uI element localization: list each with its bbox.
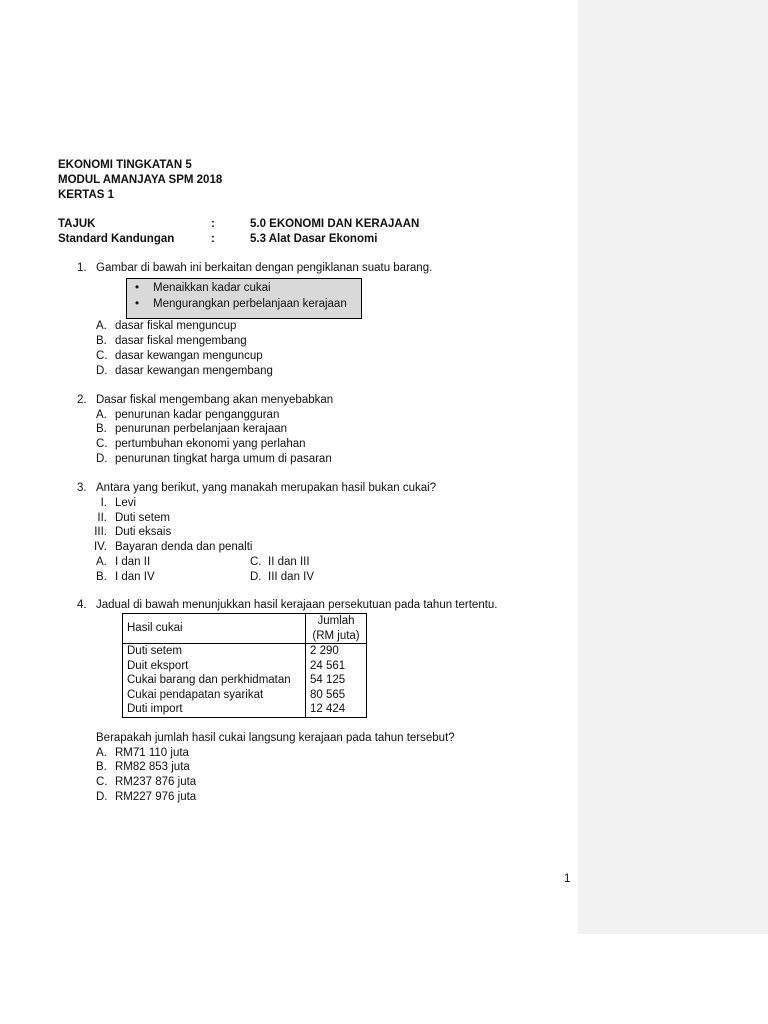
q4-option-b: RM82 853 juta (115, 761, 190, 773)
header-paper: KERTAS 1 (58, 189, 115, 201)
q2-option-d: penurunan tingkat harga umum di pasaran (115, 453, 332, 465)
q3-option-letter: D. (250, 571, 262, 583)
q3-option-b: I dan IV (115, 571, 155, 583)
q3-roman: II. (97, 512, 107, 524)
q1-number: 1. (77, 262, 87, 274)
q3-option-letter: B. (96, 571, 107, 583)
q3-option-letter: A. (96, 556, 107, 568)
topic-colon: : (211, 218, 215, 230)
q2-option-letter: C. (96, 438, 108, 450)
q3-statement: Bayaran denda dan penalti (115, 541, 253, 553)
q2-option-a: penurunan kadar pengangguran (115, 409, 280, 421)
page-number: 1 (564, 873, 571, 885)
topic-value: 5.0 EKONOMI DAN KERAJAAN (250, 218, 420, 230)
revenue-table (122, 613, 367, 718)
topic-label: TAJUK (58, 218, 96, 230)
bullet-icon: • (135, 282, 140, 294)
q2-option-letter: D. (96, 453, 108, 465)
q1-option-d: dasar kewangan mengembang (115, 365, 273, 377)
table-header-amount: Jumlah (RM juta) (306, 614, 367, 644)
q3-roman: IV. (93, 541, 107, 553)
standard-label: Standard Kandungan (58, 233, 175, 245)
table-header-tax: Hasil cukai (123, 614, 306, 644)
q4-followup: Berapakah jumlah hasil cukai langsung kerajaan pada tahun tersebut? (96, 732, 455, 744)
table-row: Cukai pendapatan syarikat 80 565 (123, 688, 367, 703)
q1-option-letter: C. (96, 350, 108, 362)
q4-number: 4. (77, 599, 87, 611)
q3-option-letter: C. (250, 556, 262, 568)
q4-option-c: RM237 876 juta (115, 776, 197, 788)
q1-statement-box: • Menaikkan kadar cukai • Mengurangkan perbelanjaan kerajaan (126, 278, 362, 319)
q3-option-c: II dan III (268, 556, 310, 568)
q1-option-letter: B. (96, 335, 107, 347)
q1-option-c: dasar kewangan menguncup (115, 350, 263, 362)
q3-number: 3. (77, 482, 87, 494)
header-module: MODUL AMANJAYA SPM 2018 (58, 174, 223, 186)
table-row: Duit eksport 24 561 (123, 659, 367, 674)
q3-text: Antara yang berikut, yang manakah merupakan hasil bukan cukai? (96, 482, 437, 494)
q2-text: Dasar fiskal mengembang akan menyebabkan (96, 394, 334, 406)
q2-number: 2. (77, 394, 87, 406)
q1-option-a: dasar fiskal menguncup (115, 320, 237, 332)
bullet-icon: • (135, 298, 140, 310)
q3-statement: Levi (115, 497, 137, 509)
q2-option-letter: B. (96, 423, 107, 435)
standard-colon: : (211, 233, 215, 245)
q3-statement: Duti eksais (115, 526, 172, 538)
standard-value: 5.3 Alat Dasar Ekonomi (250, 233, 378, 245)
q3-option-d: III dan IV (268, 571, 315, 583)
q4-option-d: RM227 976 juta (115, 791, 197, 803)
q3-roman: III. (94, 526, 107, 538)
q3-option-a: I dan II (115, 556, 151, 568)
table-header-row (123, 614, 367, 644)
q2-option-c: pertumbuhan ekonomi yang perlahan (115, 438, 306, 450)
q4-option-letter: B. (96, 761, 107, 773)
q4-option-a: RM71 110 juta (115, 747, 189, 759)
q1-option-b: dasar fiskal mengembang (115, 335, 247, 347)
q2-option-letter: A. (96, 409, 107, 421)
q4-option-letter: A. (96, 747, 107, 759)
table-row: Cukai barang dan perkhidmatan 54 125 (123, 673, 367, 688)
q4-option-letter: C. (96, 776, 108, 788)
q3-statement: Duti setem (115, 512, 170, 524)
q1-text: Gambar di bawah ini berkaitan dengan pengiklanan suatu barang. (96, 262, 433, 274)
q2-option-b: penurunan perbelanjaan kerajaan (115, 423, 288, 435)
q1-option-letter: D. (96, 365, 108, 377)
table-row: Duti import 12 424 (123, 702, 367, 717)
q4-option-letter: D. (96, 791, 108, 803)
table-row: Duti setem 2 290 (123, 644, 367, 659)
comment-pane (578, 0, 768, 934)
q4-text: Jadual di bawah menunjukkan hasil kerajaan persekutuan pada tahun tertentu. (96, 599, 498, 611)
q1-option-letter: A. (96, 320, 107, 332)
header-subject: EKONOMI TINGKATAN 5 (58, 159, 192, 171)
q3-roman: I. (100, 497, 107, 509)
